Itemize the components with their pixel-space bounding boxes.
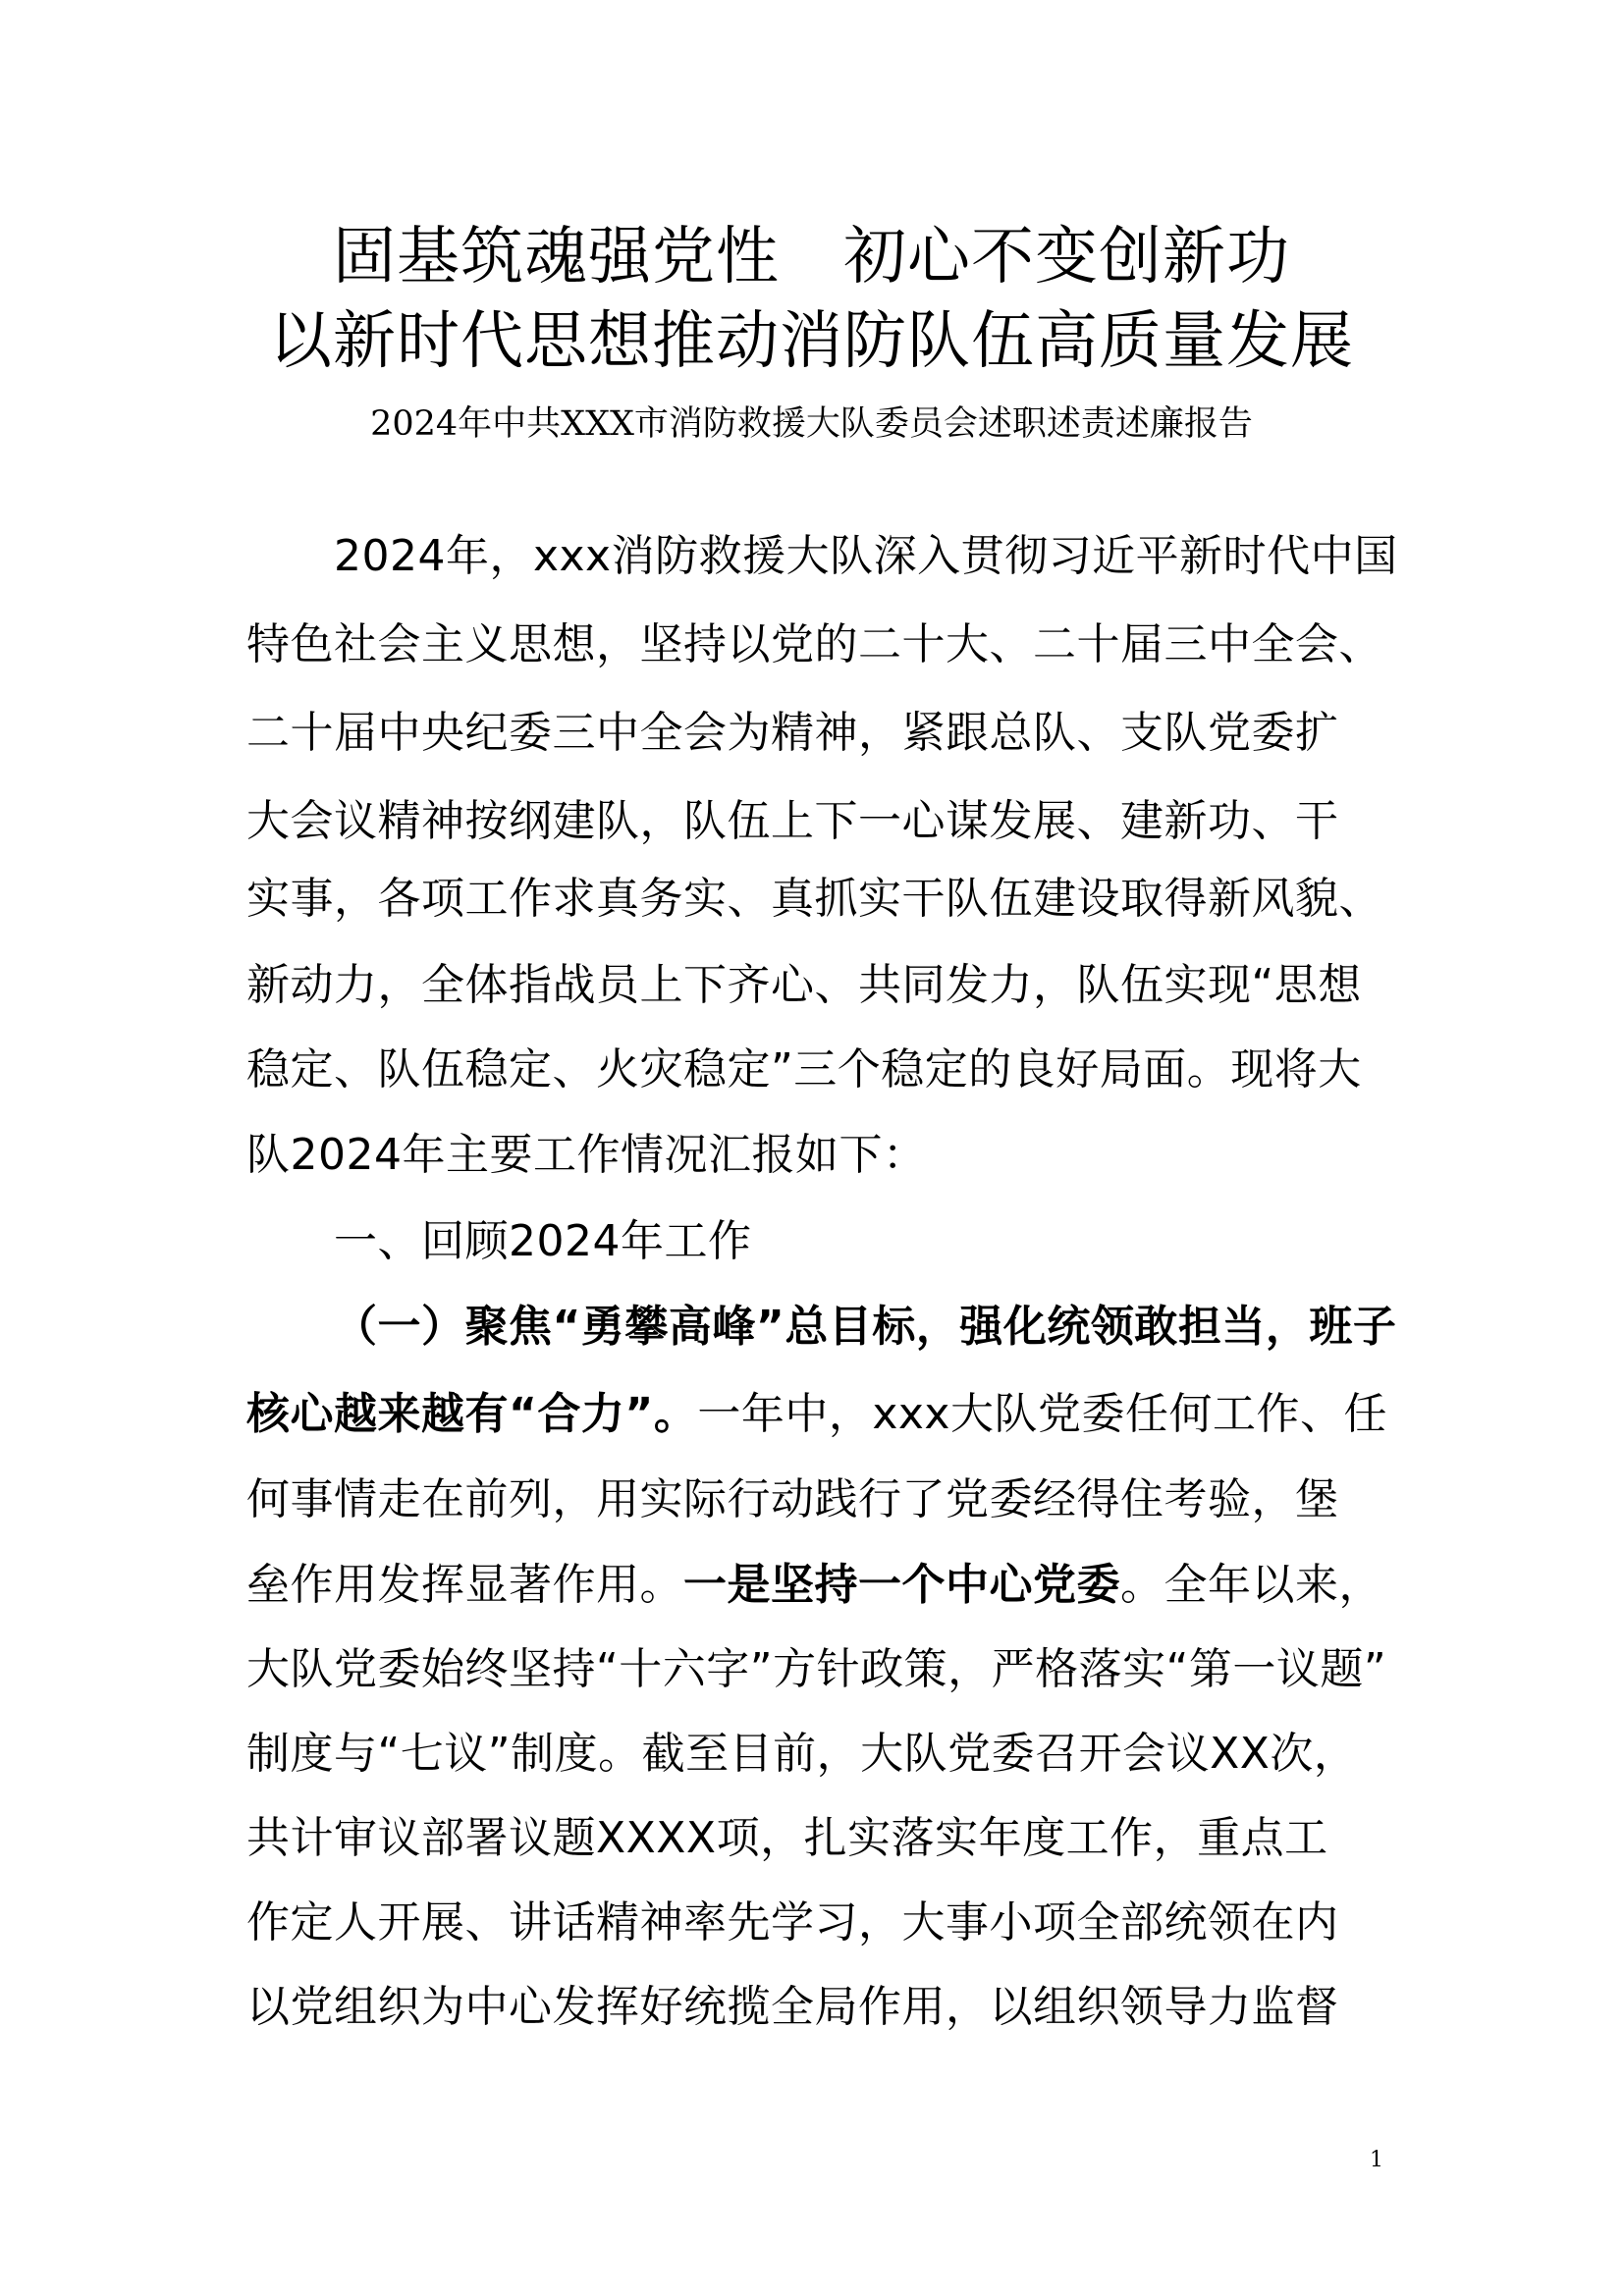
section-heading: 一、回顾2024年工作 (334, 1216, 752, 1266)
paragraph-text: 一年中，xxx大队党委任何工作、任 (697, 1389, 1387, 1439)
paragraph-text: 垒作用发挥显著作用。 (246, 1560, 683, 1610)
document-subtitle: 2024年中共XXX市消防救援大队委员会述职述责述廉报告 (370, 404, 1253, 444)
intro-line: 稳定、队伍稳定、火灾稳定”三个稳定的良好局面。现将大 (246, 1044, 1362, 1095)
intro-line: 实事，各项工作求真务实、真抓实干队伍建设取得新风貌、 (246, 874, 1382, 924)
paragraph-line: 制度与“七议”制度。截至目前，大队党委召开会议XX次， (246, 1729, 1358, 1779)
paragraph-line: 共计审议部署议题XXXX项，扎实落实年度工作，重点工 (246, 1813, 1328, 1863)
subsection-heading-tail: 核心越来越有“合力”。 (246, 1389, 698, 1439)
intro-line: 队2024年主要工作情况汇报如下： (246, 1130, 927, 1180)
intro-line: 新动力，全体指战员上下齐心、共同发力，队伍实现“思想 (246, 960, 1362, 1010)
intro-line: 特色社会主义思想，坚持以党的二十大、二十届三中全会、 (246, 619, 1382, 669)
document-title-line-1: 固基筑魂强党性 初心不变创新功 (333, 221, 1290, 294)
point-heading: 一是坚持一个中心党委 (683, 1560, 1120, 1610)
paragraph-line: 大队党委始终坚持“十六字”方针政策，严格落实“第一议题” (246, 1644, 1387, 1694)
page-number: 1 (1370, 2148, 1383, 2172)
document-title-line-2: 以新时代思想推动消防队伍高质量发展 (269, 305, 1354, 378)
paragraph-line: 以党组织为中心发挥好统揽全局作用，以组织领导力监督 (246, 1982, 1339, 2032)
intro-line: 2024年，xxx消防救援大队深入贯彻习近平新时代中国 (334, 531, 1398, 581)
paragraph-line: 作定人开展、讲话精神率先学习，大事小项全部统领在内 (246, 1897, 1339, 1948)
paragraph-line (246, 1385, 1387, 1444)
intro-line: 二十届中央纪委三中全会为精神，紧跟总队、支队党委扩 (246, 708, 1339, 758)
paragraph-text: 。全年以来， (1120, 1560, 1382, 1610)
paragraph-line: 何事情走在前列，用实际行动践行了党委经得住考验，堡 (246, 1474, 1339, 1524)
intro-line: 大会议精神按纲建队，队伍上下一心谋发展、建新功、干 (246, 796, 1339, 846)
paragraph-line (246, 1556, 1382, 1615)
subsection-heading: （一）聚焦“勇攀高峰”总目标，强化统领敢担当，班子 (334, 1302, 1397, 1352)
